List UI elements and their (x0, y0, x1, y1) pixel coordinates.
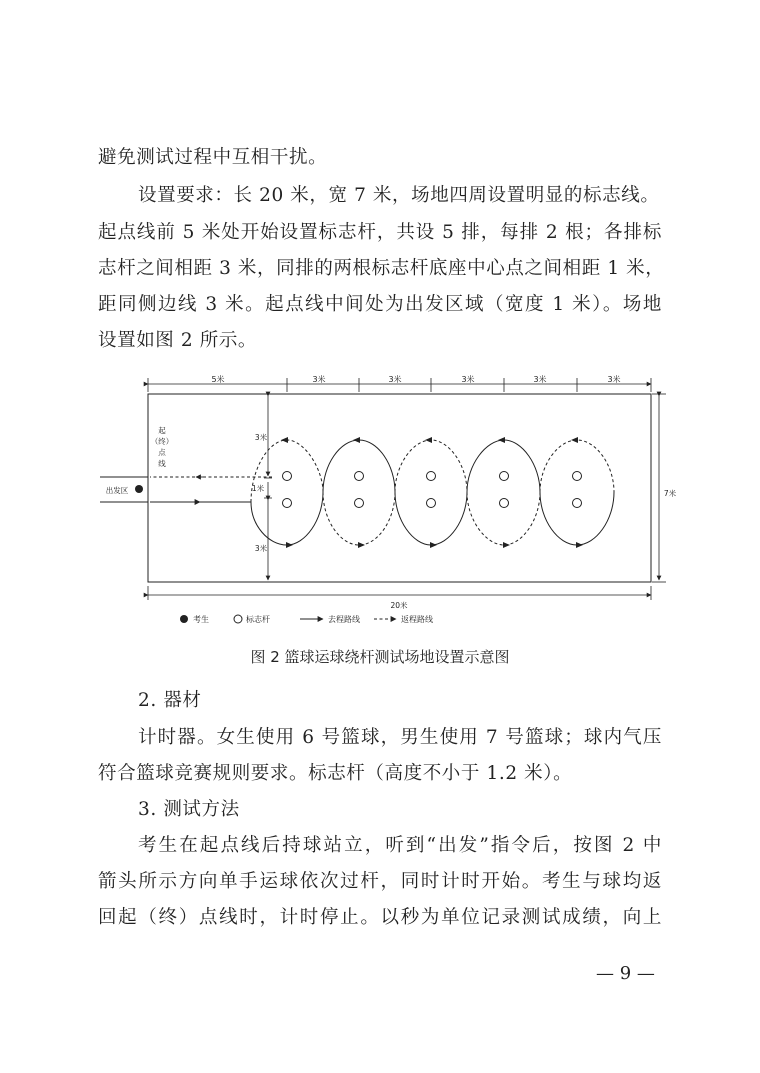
dim-label: 3米 (461, 375, 475, 384)
dim-label: 3米 (533, 375, 547, 384)
legend (180, 614, 433, 624)
start-line-label: 起 (158, 426, 166, 435)
dim-label: 3米 (254, 544, 268, 553)
start-line-label: （终） (150, 437, 174, 446)
body-text-line: 距同侧边线 3 米。起点线中间处为出发区域（宽度 1 米）。场地 (98, 294, 662, 315)
dribble-paths (251, 440, 614, 545)
dim-label: 20米 (390, 601, 408, 610)
body-text-line: 设置要求：长 20 米，宽 7 米，场地四周设置明显的标志线。 (138, 185, 660, 206)
dim-label: 3米 (607, 375, 621, 384)
body-text-line: 避免测试过程中互相干扰。 (98, 147, 328, 168)
bottom-dimension-line (148, 586, 651, 600)
start-area-label: 出发区 (105, 486, 129, 495)
dim-label: 3米 (388, 375, 402, 384)
section-heading: 3. 测试方法 (138, 799, 240, 820)
legend-candidate: 考生 (193, 615, 209, 624)
start-line-label: 线 (158, 459, 166, 468)
body-text-line: 箭头所示方向单手运球依次过杆，同时计时开始。考生与球均返 (98, 871, 662, 892)
field-boundary (148, 394, 651, 582)
dim-label: 1米 (251, 484, 265, 493)
figure-caption: 图 2 篮球运球绕杆测试场地设置示意图 (250, 648, 510, 666)
dim-label: 3米 (254, 433, 268, 442)
legend-forward: 去程路线 (328, 615, 360, 624)
dim-label: 3米 (312, 375, 326, 384)
pole-markers (283, 472, 582, 508)
right-dimension-line (652, 394, 666, 582)
body-text-line: 设置如图 2 所示。 (98, 330, 258, 351)
section-heading: 2. 器材 (138, 690, 202, 711)
legend-pole: 标志杆 (246, 615, 270, 624)
body-text-line: 符合篮球竞赛规则要求。标志杆（高度不小于 1.2 米）。 (98, 763, 573, 784)
body-text-line: 考生在起点线后持球站立，听到“出发”指令后，按图 2 中 (138, 835, 662, 856)
body-text-line: 计时器。女生使用 6 号篮球，男生使用 7 号篮球；球内气压 (138, 727, 662, 748)
body-text-line: 回起（终）点线时，计时停止。以秒为单位记录测试成绩，向上 (98, 907, 662, 928)
start-line-label: 点 (158, 448, 166, 457)
candidate-marker (135, 485, 143, 493)
dim-label: 5米 (211, 375, 225, 384)
body-text-line: 志杆之间相距 3 米，同排的两根标志杆底座中心点之间相距 1 米， (98, 258, 665, 279)
page-number: — 9 — (596, 963, 655, 984)
legend-return: 返程路线 (401, 615, 433, 624)
body-text-line: 起点线前 5 米处开始设置标志杆，共设 5 排，每排 2 根；各排标 (98, 222, 662, 243)
dim-label: 7米 (663, 489, 677, 498)
